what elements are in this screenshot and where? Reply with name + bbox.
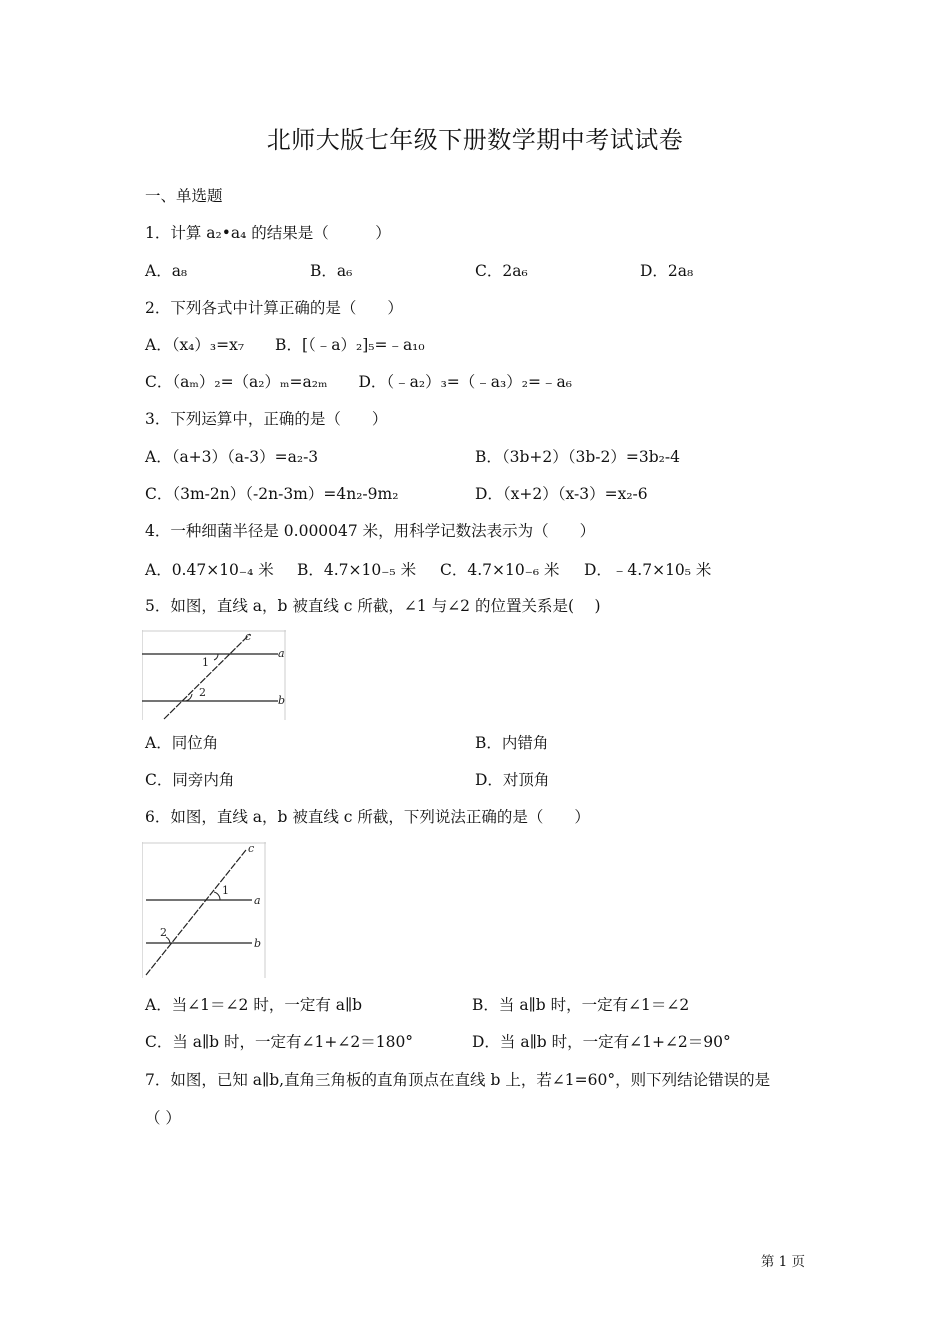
q4-option-c: C．4.7×10₋₆ 米 [440,561,560,579]
q5-option-d: D．对顶角 [475,771,550,789]
q1-option-b: B．a₆ [310,262,353,280]
q2-stem: 2．下列各式中计算正确的是（ ） [145,299,403,317]
page-title: 北师大版七年级下册数学期中考试试卷 [266,126,684,154]
q6-label-1: 1 [222,884,229,897]
q6-option-d: D．当 a∥b 时，一定有∠1+∠2＝90° [472,1033,731,1051]
q6-option-b: B．当 a∥b 时，一定有∠1＝∠2 [472,996,690,1014]
q3-option-a: A．（a+3）（a-3）=a₂-3 [145,448,319,466]
q1-stem: 1．计算 a₂•a₄ 的结果是（ ） [145,224,391,242]
q2-options-row1: A．（x₄）₃=x₇ B．[（﹣a）₂]₅=﹣a₁₀ [145,336,425,354]
q5-option-c: C．同旁内角 [145,771,235,789]
q7-stem-continued: （ ） [145,1109,181,1127]
q6-option-c: C．当 a∥b 时，一定有∠1+∠2＝180° [145,1033,414,1051]
q3-option-c: C．（3m-2n）（-2n-3m）=4n₂-9m₂ [145,485,399,503]
q5-option-a: A．同位角 [145,734,219,752]
q5-label-1: 1 [202,656,209,669]
q5-stem: 5．如图，直线 a，b 被直线 c 所截，∠1 与∠2 的位置关系是( ) [145,597,601,615]
q6-label-2: 2 [160,926,167,939]
q4-stem: 4．一种细菌半径是 0.000047 米，用科学记数法表示为（ ） [145,522,596,540]
section-heading: 一、单选题 [145,187,223,205]
q5-figure [142,630,286,720]
q6-label-c: c [248,842,255,855]
q6-option-a: A．当∠1＝∠2 时，一定有 a∥b [145,996,363,1014]
q6-stem: 6．如图，直线 a，b 被直线 c 所截，下列说法正确的是（ ） [145,808,590,826]
q4-option-b: B．4.7×10₋₅ 米 [297,561,417,579]
q5-label-2: 2 [199,686,206,699]
q3-option-b: B．（3b+2）（3b-2）=3b₂-4 [475,448,680,466]
q5-option-b: B．内错角 [475,734,549,752]
q5-label-b: b [278,694,286,707]
q6-figure [142,842,266,978]
q7-stem: 7．如图，已知 a∥b,直角三角板的直角顶点在直线 b 上，若∠1=60°，则下列结论错误的是 [145,1071,771,1089]
q6-label-a: a [254,894,261,907]
q3-stem: 3．下列运算中，正确的是（ ） [145,410,388,428]
q1-option-a: A．a₈ [145,262,188,280]
q4-option-d: D．﹣4.7×10₅ 米 [584,561,712,579]
q5-label-a: a [278,647,285,660]
page-number: 第 1 页 [760,1254,805,1270]
q1-option-d: D．2a₈ [640,262,694,280]
q5-label-c: c [245,630,252,643]
q3-option-d: D．（x+2）（x-3）=x₂-6 [475,485,648,503]
q6-label-b: b [254,937,262,950]
q2-options-row2: C．（aₘ）₂=（a₂）ₘ=a₂ₘ D．（﹣a₂）₃=（﹣a₃）₂=﹣a₆ [145,373,572,391]
q4-option-a: A．0.47×10₋₄ 米 [145,561,274,579]
q1-option-c: C．2a₆ [475,262,528,280]
